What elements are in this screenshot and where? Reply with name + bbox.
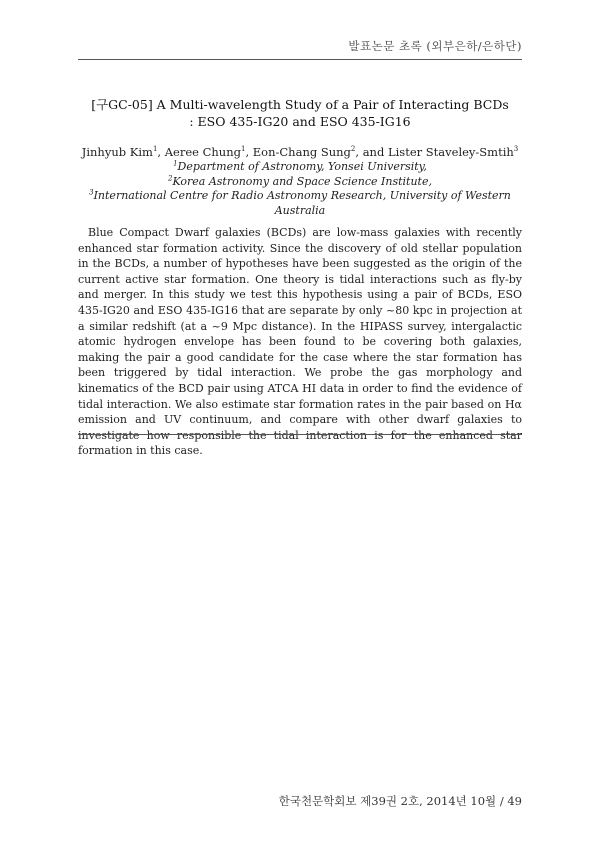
author-separator: , and xyxy=(355,145,388,159)
author-affil-mark: 2 xyxy=(350,145,356,154)
author-separator: , xyxy=(245,145,253,159)
affiliation xyxy=(78,160,522,175)
affil-text: Department of Astronomy, Yonsei University, xyxy=(177,160,427,173)
affil-mark: 3 xyxy=(89,188,94,197)
affil-mark: 2 xyxy=(168,173,173,182)
abstract-end-rule xyxy=(78,434,522,435)
abstract xyxy=(78,225,522,459)
author-affil-mark: 1 xyxy=(152,145,158,154)
author-affil-mark: 1 xyxy=(240,145,246,154)
author-affil-mark: 3 xyxy=(513,145,519,154)
author-name: Eon-Chang Sung xyxy=(252,145,351,159)
abstract-paragraph: Blue Compact Dwarf galaxies (BCDs) are low-mass galaxies with recently enhanced star formation activity. Since the discovery of old stellar population in the BCDs, a number of hypotheses have been suggested as the origin of the current active star formation. One theory is tidal interactions such as fly-by and merger. In this study we test this hypothesis using a pair of BCDs, ESO 435-IG20 and ESO 435-IG16 that are separate by only ~80 kpc in projection at a similar redshift (at a ~9 Mpc distance). In the HIPASS survey, intergalactic atomic hydrogen envelope has been found to be covering both galaxies, making the pair a good candidate for the case where the star formation has been triggered by tidal interaction. We probe the gas morphology and kinematics of the BCD pair using ATCA HI data in order to find the evidence of tidal interaction. We also estimate star formation rates in the pair based on Hα emission and UV continuum, and compare with other dwarf galaxies to investigate how responsible the tidal interaction is for the enhanced star formation in this case. xyxy=(78,226,522,458)
affiliation xyxy=(78,175,522,190)
affil-mark: 1 xyxy=(173,159,178,168)
affiliation xyxy=(78,204,522,219)
affil-text: Korea Astronomy and Space Science Institute, xyxy=(172,174,432,188)
journal-footer: 한국천문학회보 제39권 2호, 2014년 10월 / 49 xyxy=(278,794,522,808)
affiliation-list xyxy=(78,160,522,218)
author-name: Jinhyub Kim xyxy=(81,145,153,159)
author-name: Lister Staveley-Smtih xyxy=(387,145,514,159)
author-separator: , xyxy=(157,145,165,159)
header-rule xyxy=(78,59,522,60)
title-line-1: [구GC-05] A Multi-wavelength Study of a Pair of Interacting BCDs xyxy=(91,97,509,112)
author-name: Aeree Chung xyxy=(164,145,241,159)
running-header: 발표논문 초록 (외부은하/은하단) xyxy=(348,39,522,53)
affil-text: Australia xyxy=(274,203,326,217)
affiliation xyxy=(78,189,522,204)
affil-text: International Centre for Radio Astronomy Research, University of Western xyxy=(93,189,511,202)
author-list xyxy=(78,145,522,160)
title-line-2: : ESO 435-IG20 and ESO 435-IG16 xyxy=(189,114,411,129)
paper-title xyxy=(78,96,522,130)
